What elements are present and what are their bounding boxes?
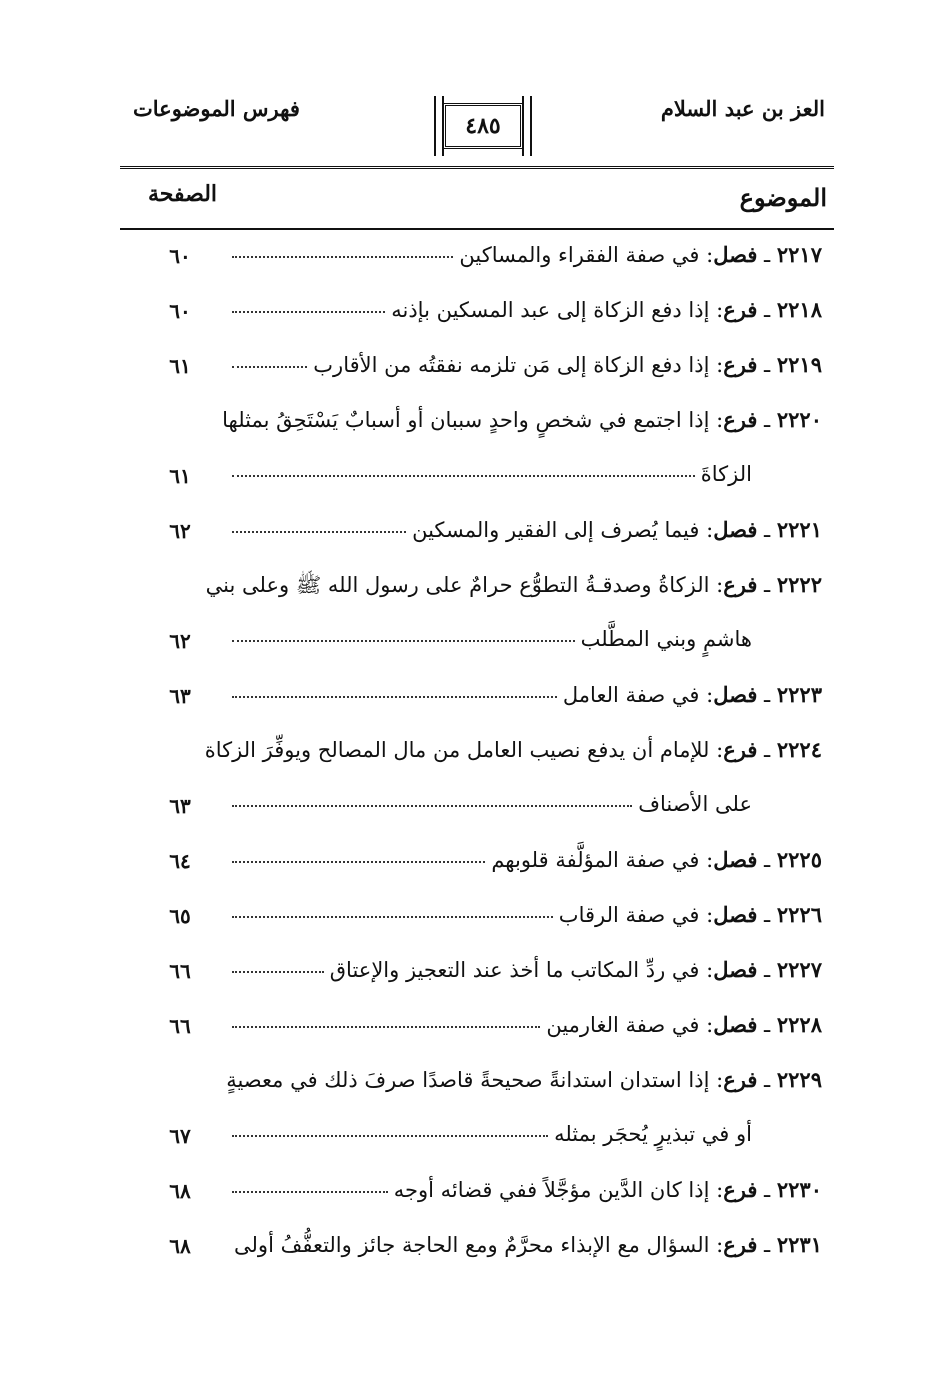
- toc-entry-text: ٢٢٣٠ ـ فرع: إذا كان الدَّين مؤجَّلاً ففي قضائه أوجه: [393, 1177, 822, 1202]
- toc-entry-text: ٢٢١٧ ـ فصل: في صفة الفقراء والمساكين: [459, 242, 822, 267]
- toc-entry[interactable]: [232, 1012, 822, 1037]
- entry-kind: فرع: [723, 1232, 758, 1257]
- entry-number: ٢٢٢٣: [776, 682, 822, 707]
- toc-entry[interactable]: [232, 297, 822, 322]
- toc-entry[interactable]: [205, 572, 822, 603]
- entry-title: إذا استدان استدانةً صحيحةً قاصدًا صرفَ ذلك في معصيةٍ: [226, 1068, 710, 1092]
- dot-leader: [232, 970, 324, 973]
- entry-page-number: ٦١: [169, 354, 191, 378]
- entry-kind: فرع: [723, 1177, 758, 1202]
- entry-number: ٢٢٣٠: [776, 1177, 822, 1202]
- toc-entry-text: ٢٢٢٤ ـ فرع: للإمام أن يدفع نصيب العامل من مال المصالح ويوفِّرَ الزكاة: [204, 737, 822, 762]
- column-header-page: الصفحة: [148, 181, 218, 207]
- toc-entry[interactable]: [232, 847, 822, 872]
- entry-number: ٢٢٢٧: [776, 957, 822, 982]
- entry-title: فيما يُصرف إلى الفقير والمسكين: [412, 518, 700, 542]
- dot-leader: [232, 804, 632, 807]
- entry-page-number: ٦٧: [169, 1124, 191, 1148]
- header-rule: [120, 166, 834, 169]
- toc-entry-text: ٢٢٢١ ـ فصل: فيما يُصرف إلى الفقير والمسكين: [412, 517, 822, 542]
- entry-page-number: ٦٣: [169, 794, 191, 818]
- entry-kind: فرع: [723, 352, 758, 377]
- dot-leader: [232, 1190, 388, 1193]
- section-title: فهرس الموضوعات: [133, 96, 300, 121]
- toc-entry-text: ٢٢١٨ ـ فرع: إذا دفع الزكاة إلى عبد المسكين بإذنه: [391, 297, 822, 322]
- entry-number: ٢٢٢١: [776, 517, 822, 542]
- dot-leader: [232, 255, 453, 258]
- dot-leader: [232, 474, 695, 477]
- toc-entry[interactable]: [232, 1177, 822, 1202]
- toc-entry-continuation: [232, 1122, 752, 1146]
- entry-page-number: ٦٠: [169, 244, 191, 268]
- entry-kind: فرع: [723, 1067, 758, 1092]
- toc-entry[interactable]: [232, 902, 822, 927]
- entry-page-number: ٦١: [169, 464, 191, 488]
- column-rule: [120, 228, 834, 230]
- entry-kind: فصل: [713, 517, 758, 542]
- entry-title: في صفة الفقراء والمساكين: [459, 243, 700, 267]
- entry-page-number: ٦٢: [169, 629, 191, 653]
- entry-title-continued: الزكاةَ: [700, 462, 752, 486]
- toc-entry[interactable]: [232, 517, 822, 542]
- toc-entry-text: ٢٢٢٣ ـ فصل: في صفة العامل: [562, 682, 822, 707]
- book-title: العز بن عبد السلام: [660, 96, 825, 121]
- entry-kind: فرع: [723, 407, 758, 432]
- entry-number: ٢٢٢٤: [776, 737, 822, 762]
- toc-entry[interactable]: [226, 1067, 822, 1092]
- entry-title: إذا دفع الزكاة إلى عبد المسكين بإذنه: [391, 298, 710, 322]
- toc-entry-text: ٢٢٢٧ ـ فصل: في ردِّ المكاتب ما أخذ عند التعجيز والإعتاق: [329, 957, 822, 982]
- entry-number: ٢٢١٩: [776, 352, 822, 377]
- entry-title: في صفة الرقاب: [558, 903, 700, 927]
- toc-entry-text: ٢٢٢٠ ـ فرع: إذا اجتمع في شخصٍ واحدٍ سببان أو أسبابٌ يَسْتَحِقُ بمثلها: [222, 407, 822, 432]
- toc-entry-text: ٢٢٢٦ ـ فصل: في صفة الرقاب: [558, 902, 822, 927]
- entry-page-number: ٦٤: [169, 849, 191, 873]
- entry-title: إذا كان الدَّين مؤجَّلاً ففي قضائه أوجه: [393, 1178, 710, 1202]
- entry-title: في صفة الغارمين: [546, 1013, 700, 1037]
- entry-kind: فرع: [723, 572, 758, 597]
- entry-title: في صفة العامل: [562, 683, 700, 707]
- toc-entry[interactable]: [232, 1232, 822, 1257]
- entry-title: إذا دفع الزكاة إلى مَن تلزمه نفقتُه من الأقارب: [313, 353, 710, 377]
- entry-page-number: ٦٠: [169, 299, 191, 323]
- entry-number: ٢٢١٨: [776, 297, 822, 322]
- toc-entry-text: ٢٢٢٩ ـ فرع: إذا استدان استدانةً صحيحةً قاصدًا صرفَ ذلك في معصيةٍ: [226, 1067, 822, 1092]
- entry-page-number: ٦٢: [169, 519, 191, 543]
- entry-title: الزكاةُ وصدقـةُ التطوُّع حرامٌ على رسول الله ﷺ وعلى بني: [205, 573, 710, 597]
- entry-kind: فصل: [713, 847, 758, 872]
- entry-page-number: ٦٣: [169, 684, 191, 708]
- toc-entry-text: ٢٢١٩ ـ فرع: إذا دفع الزكاة إلى مَن تلزمه نفقتُه من الأقارب: [313, 352, 822, 377]
- dot-leader: [232, 860, 485, 863]
- toc-entry-text: ٢٢٣١ ـ فرع: السؤال مع الإبذاء محرَّمٌ ومع الحاجة جائز والتعفُّفُ أولى: [234, 1232, 822, 1257]
- toc-entry-continuation: [232, 462, 752, 486]
- entry-kind: فصل: [713, 957, 758, 982]
- entry-number: ٢٢٢٠: [776, 407, 822, 432]
- dot-leader: [232, 530, 406, 533]
- entry-page-number: ٦٦: [169, 959, 191, 983]
- toc-entry-continuation: [232, 792, 752, 816]
- entry-kind: فصل: [713, 242, 758, 267]
- entry-title: في صفة المؤلَّفة قلوبهم: [491, 848, 700, 872]
- toc-entry-text: ٢٢٢٢ ـ فرع: الزكاةُ وصدقـةُ التطوُّع حرامٌ على رسول الله ﷺ وعلى بني: [205, 572, 822, 597]
- entry-kind: فرع: [723, 297, 758, 322]
- entry-page-number: ٦٦: [169, 1014, 191, 1038]
- entry-number: ٢٢١٧: [776, 242, 822, 267]
- entry-title: السؤال مع الإبذاء محرَّمٌ ومع الحاجة جائز والتعفُّفُ أولى: [234, 1233, 710, 1257]
- page-number: ٤٨٥: [443, 103, 523, 149]
- entry-number: ٢٢٣١: [776, 1232, 822, 1257]
- entry-title: إذا اجتمع في شخصٍ واحدٍ سببان أو أسبابٌ يَسْتَحِقُ بمثلها: [222, 408, 710, 432]
- toc-entry[interactable]: [222, 407, 822, 432]
- entry-title: في ردِّ المكاتب ما أخذ عند التعجيز والإعتاق: [329, 958, 700, 982]
- entry-title-continued: أو في تبذيرٍ يُحجَر بمثله: [554, 1122, 752, 1146]
- entry-number: ٢٢٢٥: [776, 847, 822, 872]
- dot-leader: [232, 365, 307, 368]
- dot-leader: [232, 310, 385, 313]
- entry-page-number: ٦٨: [169, 1179, 191, 1203]
- dot-leader: [232, 1025, 540, 1028]
- toc-entry[interactable]: [204, 737, 822, 762]
- entry-kind: فصل: [713, 902, 758, 927]
- entry-number: ٢٢٢٦: [776, 902, 822, 927]
- entry-number: ٢٢٢٢: [776, 572, 822, 597]
- entry-page-number: ٦٥: [169, 904, 191, 928]
- dot-leader: [232, 639, 575, 642]
- entry-kind: فصل: [713, 1012, 758, 1037]
- entry-title-continued: على الأصناف: [638, 792, 752, 816]
- dot-leader: [232, 695, 557, 698]
- dot-leader: [232, 915, 553, 918]
- entry-title: للإمام أن يدفع نصيب العامل من مال المصالح ويوفِّرَ الزكاة: [204, 738, 710, 762]
- toc-entry[interactable]: [232, 682, 822, 707]
- entry-number: ٢٢٢٩: [776, 1067, 822, 1092]
- entry-title-continued: هاشمٍ وبني المطَّلب: [580, 627, 752, 651]
- entry-page-number: ٦٨: [169, 1234, 191, 1258]
- toc-entry[interactable]: [232, 352, 822, 377]
- dot-leader: [232, 1134, 548, 1137]
- entry-kind: فصل: [713, 682, 758, 707]
- toc-entry-text: ٢٢٢٨ ـ فصل: في صفة الغارمين: [546, 1012, 822, 1037]
- toc-entry[interactable]: [232, 957, 822, 982]
- entry-number: ٢٢٢٨: [776, 1012, 822, 1037]
- entry-kind: فرع: [723, 737, 758, 762]
- toc-entry-continuation: [232, 627, 752, 651]
- toc-entry-text: ٢٢٢٥ ـ فصل: في صفة المؤلَّفة قلوبهم: [491, 847, 822, 872]
- toc-entry[interactable]: [232, 242, 822, 267]
- column-header-topic: الموضوع: [739, 183, 827, 212]
